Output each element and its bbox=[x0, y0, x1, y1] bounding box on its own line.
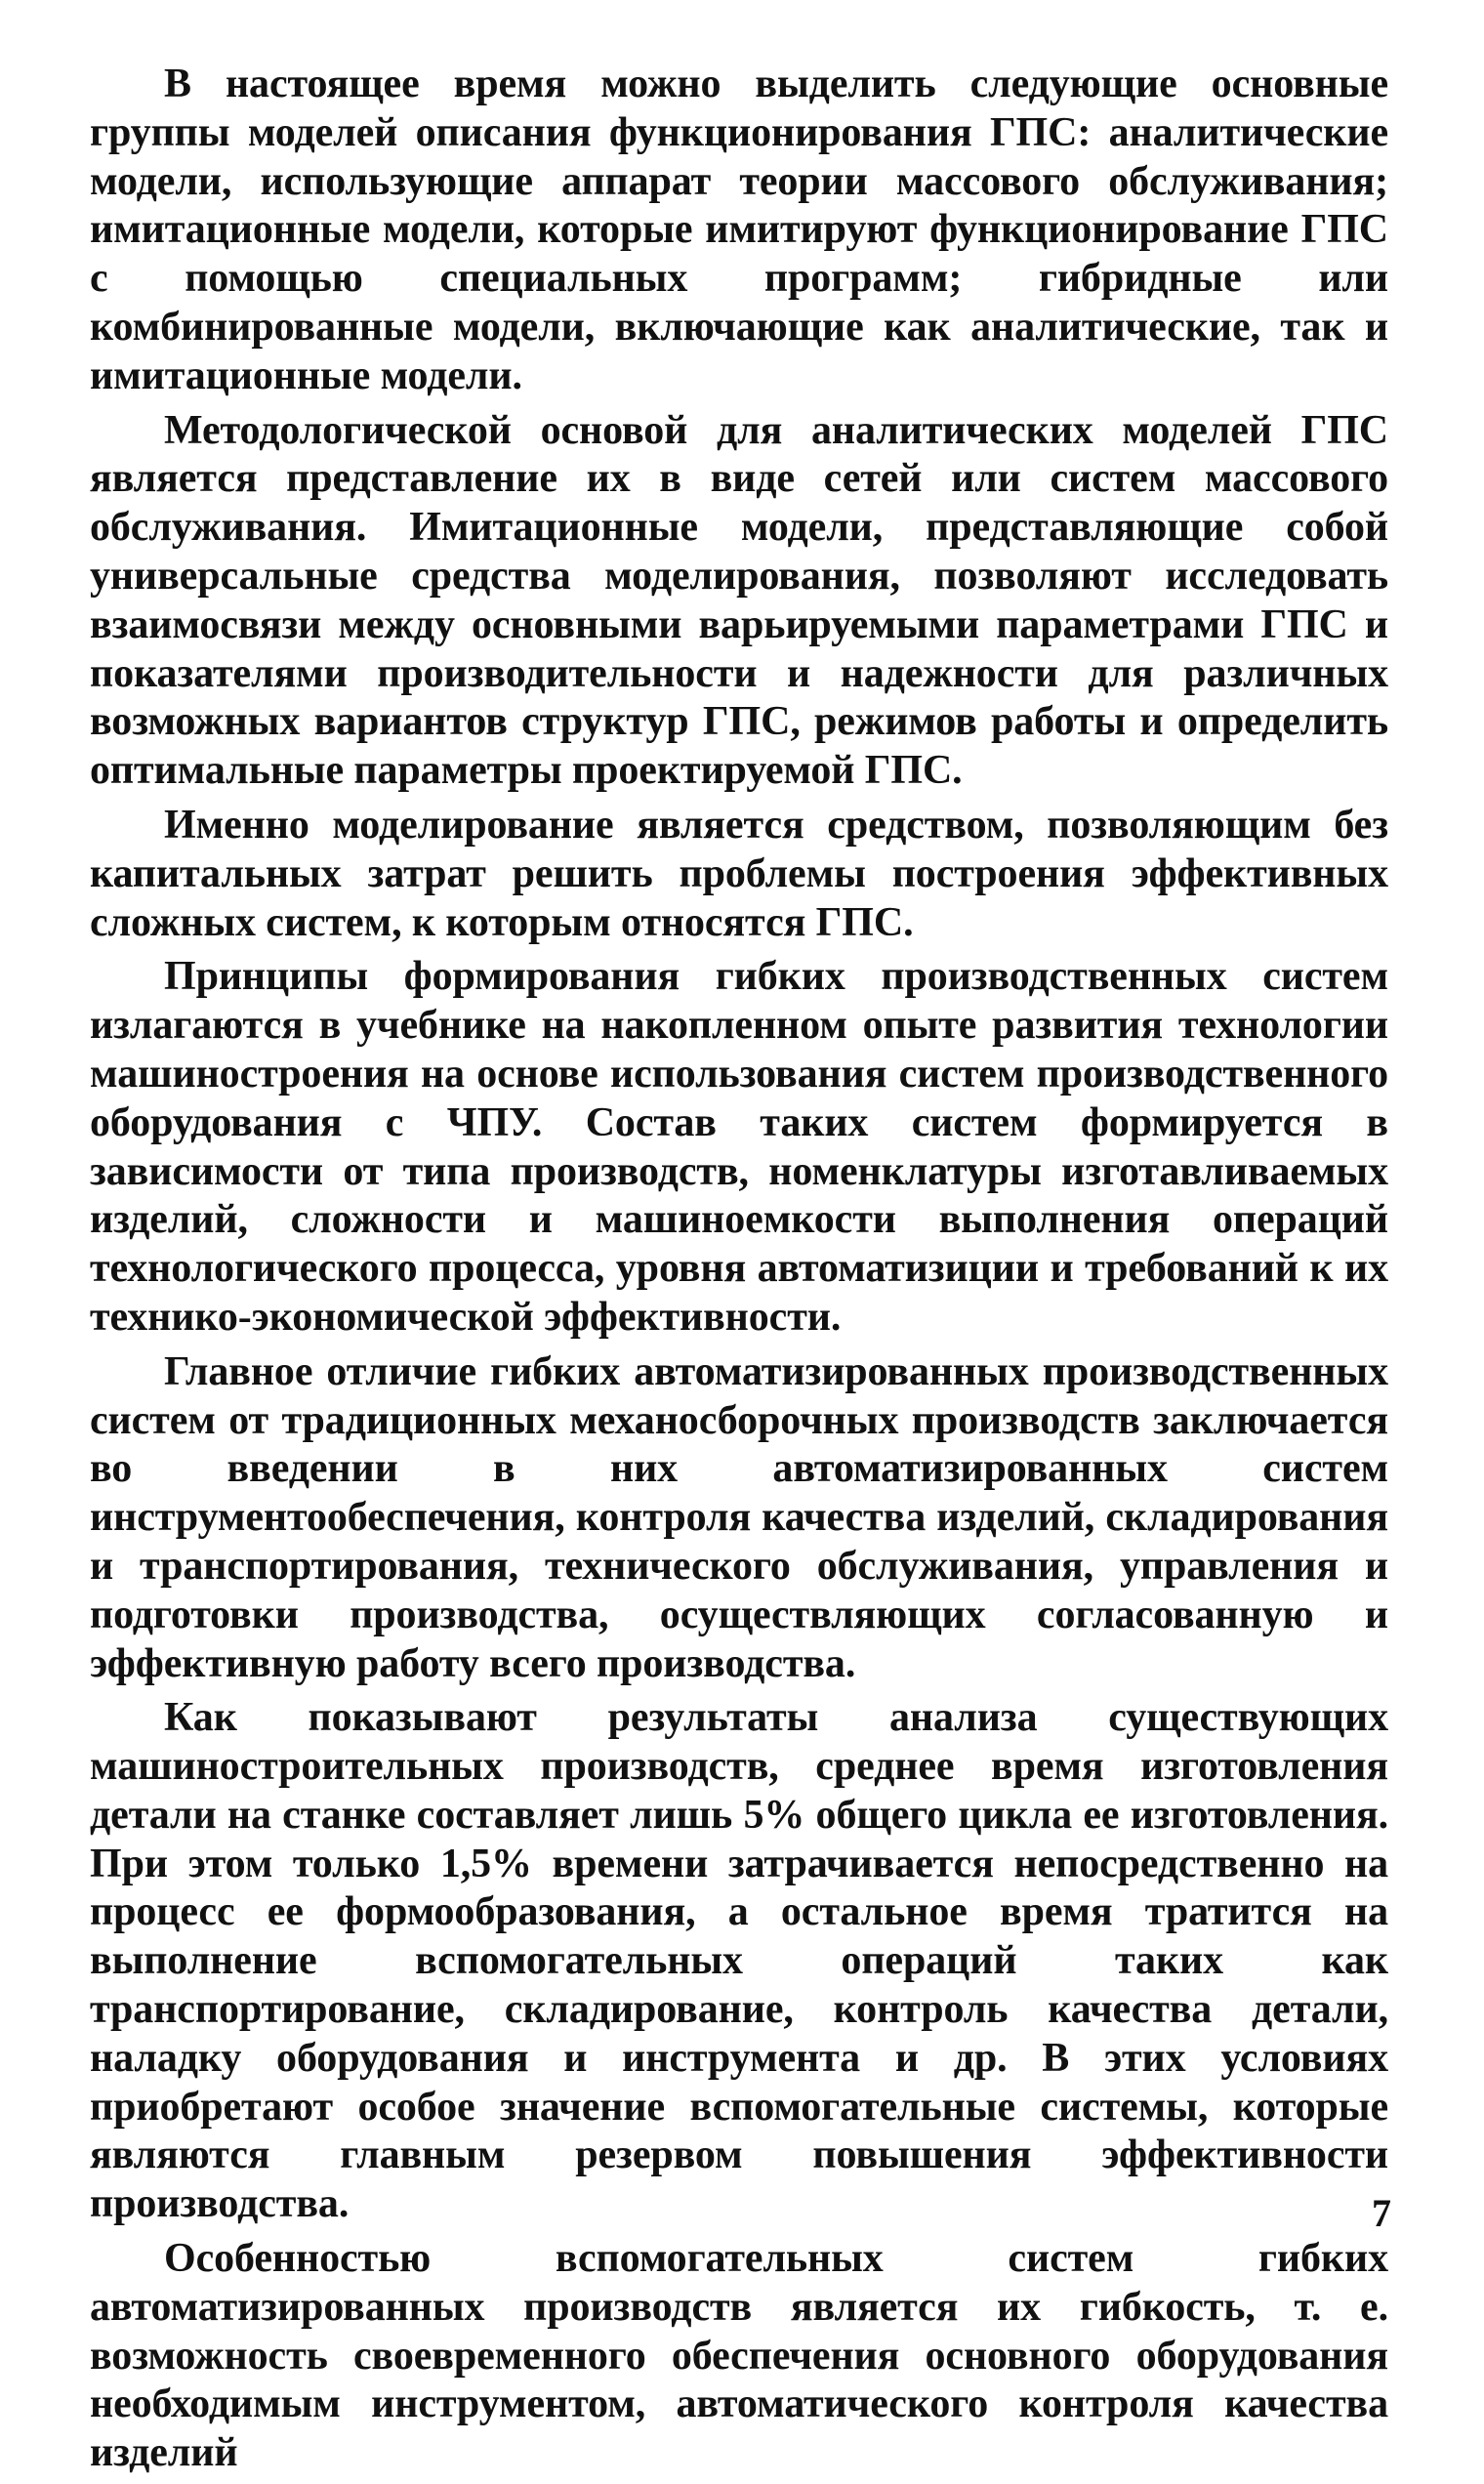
paragraph-2: Методологической основой для аналитических моделей ГПС является представление их в виде сетей или систем массового обслуживания. Имитационные модели, представляющие собой универсальные средства моделирования, позволяют исследовать взаимосвязи между основными варьируемыми параметрами ГПС и показателями производительности и надежности для различных возможных вариантов структур ГПС, режимов работы и определить оптимальные параметры проектируемой ГПС. bbox=[90, 407, 1388, 794]
paragraph-5: Главное отличие гибких автоматизированных производственных систем от традиционных механосборочных производств заключается во введении в них автоматизированных систем инструментообеспечения, контроля качества изделий, складирования и транспортирования, технического обслуживания, управления и подготовки производства, осуществляющих согласованную и эффективную работу всего производства. bbox=[90, 1348, 1388, 1686]
page-number: 7 bbox=[1372, 2191, 1391, 2235]
body-text bbox=[90, 61, 1388, 2484]
paragraph-7: Особенностью вспомогательных систем гибких автоматизированных производств является их гибкость, т. е. возможность своевременного обеспечения основного оборудования необходимым инструментом, автоматического контроля качества изделий bbox=[90, 2236, 1388, 2476]
paragraph-3: Именно моделирование является средством, позволяющим без капитальных затрат решить проблемы построения эффективных сложных систем, к которым относятся ГПС. bbox=[90, 802, 1388, 945]
paragraph-4: Принципы формирования гибких производственных систем излагаются в учебнике на накопленном опыте развития технологии машиностроения на основе использования систем производственного оборудования с ЧПУ. Состав таких систем формируется в зависимости от типа производств, номенклатуры изготавливаемых изделий, сложности и машиноемкости выполнения операций технологического процесса, уровня автоматизиции и требований к их технико-экономической эффективности. bbox=[90, 954, 1388, 1340]
paragraph-1: В настоящее время можно выделить следующие основные группы моделей описания функционирования ГПС: аналитические модели, использующие аппарат теории массового обслуживания; имитационные модели, которые имитируют функционирование ГПС с помощью специальных программ; гибридные или комбинированные модели, включающие как аналитические, так и имитационные модели. bbox=[90, 62, 1388, 398]
paragraph-6: Как показывают результаты анализа существующих машиностроительных производств, среднее время изготовления детали на станке составляет лишь 5% общего цикла ее изготовления. При этом только 1,5% времени затрачивается непосредственно на процесс ее формообразования, а остальное время тратится на выполнение вспомогательных операций таких как транспортирование, складирование, контроль качества детали, наладку оборудования и инструмента и др. В этих условиях приобретают особое значение вспомогательные системы, которые являются главным резервом повышения эффективности производства. bbox=[90, 1695, 1388, 2227]
